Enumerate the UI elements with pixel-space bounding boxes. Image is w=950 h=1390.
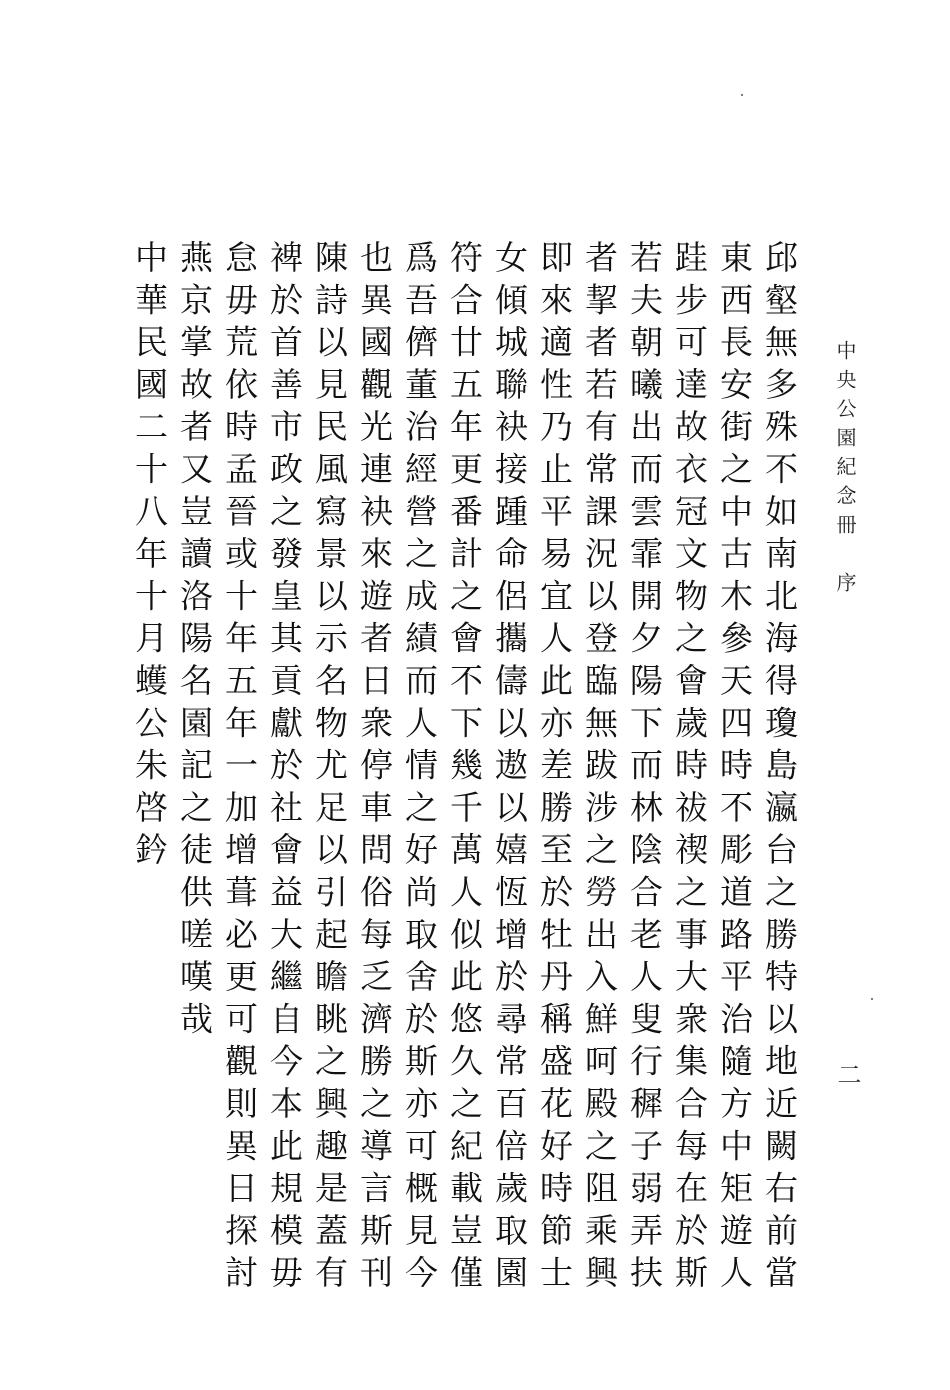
text-column: 陳詩以見民風寫景以示名物尤足以引起瞻眺之興趣是蓋有 [310,240,349,1298]
scan-speck [871,998,873,1000]
text-column: 女傾城聯袂接踵命侶攜儔以遨以嬉恆增於尋常百倍歲取園 [490,240,529,1298]
text-column: 怠毋荒依時孟晉或十年五年一加增葺必更可觀則異日探討 [220,240,259,1298]
text-column: 跬步可達故衣冠文物之會歲時祓禊之事大衆集合每在於斯 [670,240,709,1298]
text-column: 若夫朝曦出而雲霏開夕陽下而林陰合老人叟行穉子弱弄扶 [625,240,664,1298]
text-column: 者挈者若有常課況以登臨無跋涉之勞出入鮮呵殿之阻乘興 [580,240,619,1298]
text-column: 即來適性乃止平易宜人此亦差勝至於牡丹稱盛花好時節士 [535,240,574,1298]
page-number: 二 [833,1062,861,1086]
text-column: 裨於首善市政之發皇其貢獻於社會益大繼自今本此規模毋 [265,240,304,1298]
text-column: 也異國觀光連袂來遊者日衆停車問俗每乏濟勝之導言斯刊 [355,240,394,1298]
signature-column: 中華民國二十八年十月蠖公朱啓鈐 [130,240,169,875]
scan-speck [741,94,743,96]
running-header-title: 中央公園紀念冊 序 [833,340,857,601]
text-column: 燕京掌故者又豈讀洛陽名園記之徒供嗟嘆哉 [175,240,214,1044]
text-column: 東西長安街之中古木參天四時不彫道路平治隨方中矩遊人 [715,240,754,1298]
text-column: 符合廿五年更番計之會不下幾千萬人似此悠久之紀載豈僅 [445,240,484,1298]
text-column: 邱壑無多殊不如南北海得瓊島瀛台之勝特以地近闕右前當 [760,240,799,1298]
text-column: 爲吾儕董治經營之成績而人情之好尚取舍於斯亦可概見今 [400,240,439,1298]
